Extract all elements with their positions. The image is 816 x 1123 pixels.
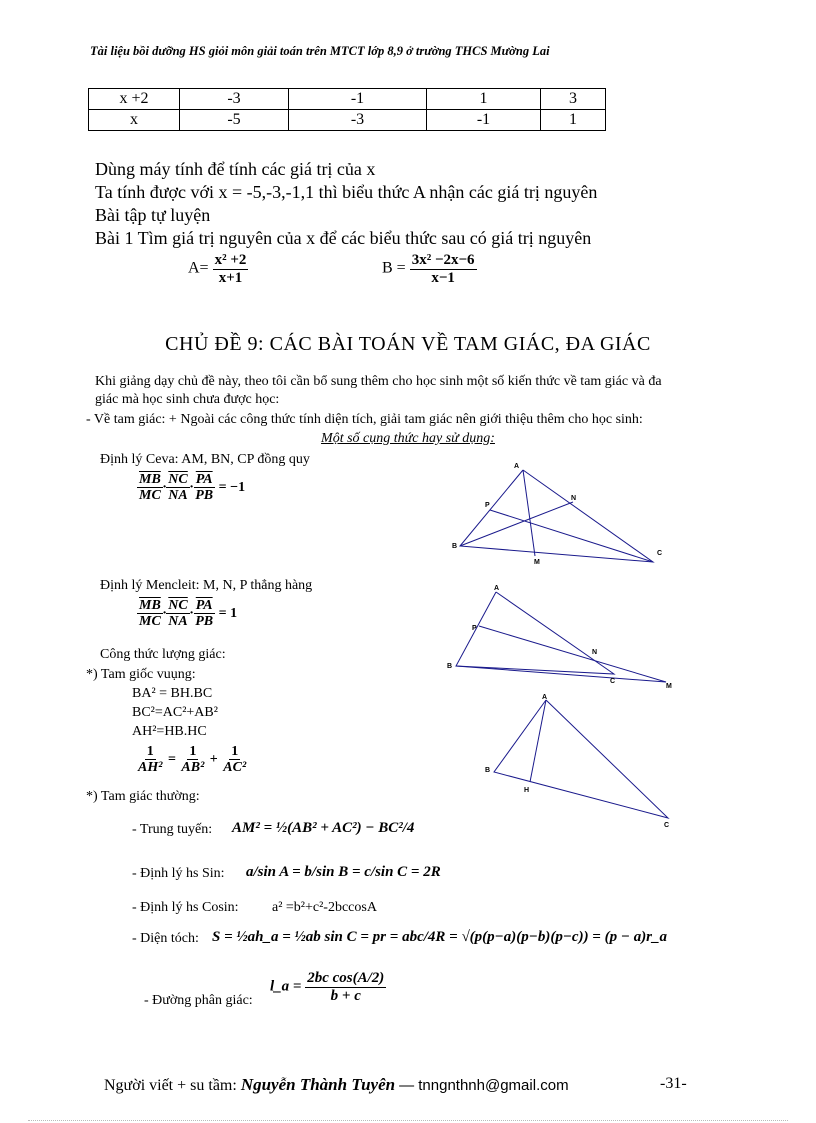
bisector-label: - Đường phân giác: xyxy=(144,993,253,1008)
table-cell: 1 xyxy=(427,89,541,110)
vertex-label-b: B xyxy=(452,543,458,550)
fraction xyxy=(410,252,477,286)
section-title: CHỦ ĐỀ 9: CÁC BÀI TOÁN VỀ TAM GIÁC, ĐA GIÁC xyxy=(165,333,651,355)
result: = 1 xyxy=(218,606,238,622)
denominator: AC² xyxy=(223,760,247,776)
table-cell: -1 xyxy=(427,110,541,131)
point-label-n: N xyxy=(592,649,598,656)
page-footer xyxy=(104,1075,569,1095)
menelaus-formula xyxy=(137,598,237,630)
fraction xyxy=(166,598,189,630)
table-cell: 3 xyxy=(541,89,606,110)
fraction xyxy=(137,598,163,630)
median-formula: AM² = ½(AB² + AC²) − BC²/4 xyxy=(232,820,415,836)
median-label: - Trung tuyến: xyxy=(132,822,213,837)
numerator: $\overline{MB}$ xyxy=(139,472,161,487)
dot: · xyxy=(162,480,167,496)
numerator: 1 xyxy=(189,744,197,759)
numerator: $\overline{NC}$ xyxy=(168,598,188,613)
paragraph: Ta tính được với x = -5,-3,-1,1 thì biểu thức A nhận các giá trị nguyên xyxy=(95,182,598,202)
area-formula: S = ½ah_a = ½ab sin C = pr = abc/4R = √(p(p−a)(p−b)(p−c)) = (p − a)r_a xyxy=(212,929,668,945)
point-label-p: P xyxy=(485,502,490,509)
table-cell: x xyxy=(89,110,180,131)
intro-line: Khi giảng dạy chủ đề này, theo tôi cần bổ sung thêm cho học sinh một số kiến thức về tam giác và đa xyxy=(95,374,662,389)
denominator: AB² xyxy=(181,760,205,776)
table-cell: -5 xyxy=(180,110,289,131)
point-label-m: M xyxy=(666,683,672,690)
vertex-label-c: C xyxy=(664,822,670,829)
vertex-label-c: C xyxy=(610,678,616,685)
ceva-title: Định lý Ceva: AM, BN, CP đồng quy xyxy=(100,452,310,467)
menelaus-title: Định lý Mencleit: M, N, P thẳng hàng xyxy=(100,578,313,593)
author-email: — tnngnthnh@gmail.com xyxy=(399,1077,569,1094)
vertex-label-c: C xyxy=(657,550,663,557)
denominator: MC xyxy=(139,488,161,504)
fraction xyxy=(136,744,164,776)
table-row xyxy=(89,89,606,110)
sine-law-formula: a/sin A = b/sin B = c/sin C = 2R xyxy=(246,864,441,880)
point-label-m: M xyxy=(534,559,540,566)
denominator: NA xyxy=(168,488,188,504)
expression-a xyxy=(188,252,248,286)
ceva-formula xyxy=(137,472,245,504)
table-cell: -3 xyxy=(180,89,289,110)
fraction xyxy=(221,744,248,776)
formula-line: BC²=AC²+AB² xyxy=(132,705,218,720)
dot: · xyxy=(189,606,194,622)
footer-divider xyxy=(28,1120,788,1121)
area-label: - Diện tóch: xyxy=(132,931,199,946)
fraction xyxy=(166,472,189,504)
table-cell: -1 xyxy=(289,89,427,110)
equals: = xyxy=(167,752,176,768)
expression-b xyxy=(382,252,477,286)
expr-label: B = xyxy=(382,259,406,277)
fraction xyxy=(193,598,215,630)
denominator: PB xyxy=(195,614,214,630)
page-number: -31- xyxy=(660,1075,687,1092)
vertex-label-b: B xyxy=(485,767,491,774)
intro-subtitle: Một số cụng thức hay sử dụng: xyxy=(321,431,495,446)
ceva-triangle-figure xyxy=(448,458,678,568)
point-label-n: N xyxy=(571,495,577,502)
denominator: MC xyxy=(139,614,161,630)
cosine-law-formula: a² =b²+c²-2bccosA xyxy=(272,900,377,915)
bisector-lhs: l_a = xyxy=(270,978,302,995)
bisector-formula xyxy=(270,970,386,1004)
result: = −1 xyxy=(218,480,246,496)
right-triangle-title: *) Tam giốc vuụng: xyxy=(86,667,196,682)
table-cell: 1 xyxy=(541,110,606,131)
numerator: x² +2 xyxy=(214,252,247,268)
denominator: AH² xyxy=(138,760,163,776)
sine-law-label: - Định lý hs Sin: xyxy=(132,866,225,881)
fraction xyxy=(179,744,206,776)
dot: · xyxy=(189,480,194,496)
table-row xyxy=(89,110,606,131)
numerator: $\overline{PA}$ xyxy=(195,472,213,487)
general-triangle-title: *) Tam giác thường: xyxy=(86,789,200,804)
point-label-h: H xyxy=(524,787,530,794)
expr-label: A= xyxy=(188,259,209,277)
vertex-label-b: B xyxy=(447,663,453,670)
vertex-label-a: A xyxy=(514,463,520,470)
author-prefix: Người viết + su tầm: xyxy=(104,1077,237,1094)
value-table xyxy=(88,88,606,131)
numerator: 2bc cos(A/2) xyxy=(307,970,385,986)
numerator: $\overline{MB}$ xyxy=(139,598,161,613)
vertex-label-a: A xyxy=(542,694,548,701)
formula-line: BA² = BH.BC xyxy=(132,686,213,701)
formula-line: AH²=HB.HC xyxy=(132,724,207,739)
menelaus-triangle-figure xyxy=(444,582,684,692)
denominator: b + c xyxy=(330,987,361,1004)
plus: + xyxy=(209,752,218,768)
denominator: NA xyxy=(168,614,188,630)
intro-line: - Về tam giác: + Ngoài các công thức tính diện tích, giải tam giác nên giới thiệu thêm cho học sinh: xyxy=(86,412,643,427)
denominator: x+1 xyxy=(218,269,243,286)
cosine-law-label: - Định lý hs Cosin: xyxy=(132,900,239,915)
dot: · xyxy=(162,606,167,622)
page-header: Tài liệu bồi dưỡng HS giỏi môn giải toán trên MTCT lớp 8,9 ở trường THCS Mường Lai xyxy=(90,44,550,58)
paragraph: Bài tập tự luyện xyxy=(95,205,211,225)
table-cell: -3 xyxy=(289,110,427,131)
numerator: 3x² −2x−6 xyxy=(411,252,475,268)
numerator: $\overline{PA}$ xyxy=(195,598,213,613)
table-cell: x +2 xyxy=(89,89,180,110)
numerator: 1 xyxy=(146,744,154,759)
fraction xyxy=(213,252,249,286)
numerator: 1 xyxy=(231,744,239,759)
fraction xyxy=(305,970,386,1004)
right-triangle-figure xyxy=(480,690,680,830)
denominator: PB xyxy=(195,488,214,504)
paragraph: Dùng máy tính để tính các giá trị của x xyxy=(95,159,376,179)
intro-line: giác mà học sinh chưa được học: xyxy=(95,392,280,407)
fraction xyxy=(137,472,163,504)
vertex-label-a: A xyxy=(494,585,500,592)
trig-title: Công thức lượng giác: xyxy=(100,647,226,662)
numerator: $\overline{NC}$ xyxy=(168,472,188,487)
inverse-square-formula xyxy=(136,744,248,776)
point-label-p: P xyxy=(472,625,477,632)
fraction xyxy=(193,472,215,504)
author-name: Nguyễn Thành Tuyên xyxy=(240,1075,396,1094)
denominator: x−1 xyxy=(431,269,455,286)
paragraph: Bài 1 Tìm giá trị nguyên của x để các biểu thức sau có giá trị nguyên xyxy=(95,228,592,248)
